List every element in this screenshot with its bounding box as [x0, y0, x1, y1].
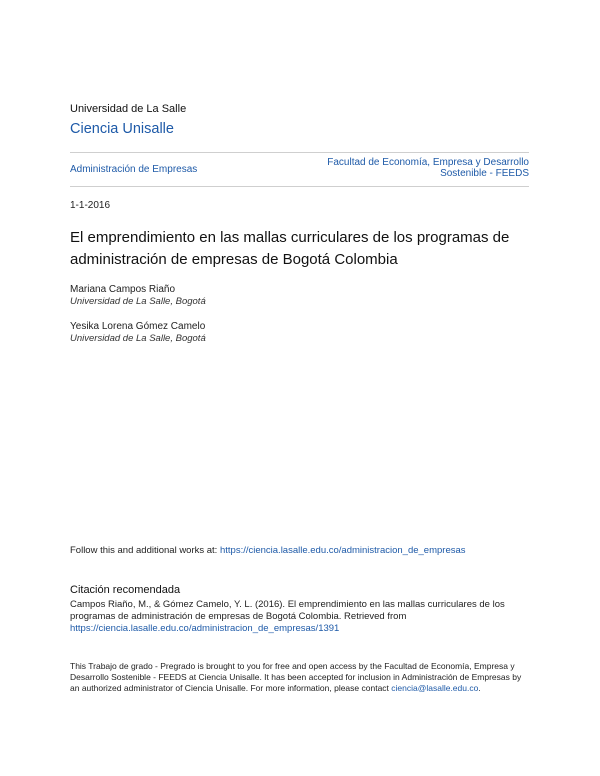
license-notice [70, 661, 532, 694]
divider-top [70, 152, 529, 153]
institution-name: Universidad de La Salle [70, 103, 187, 115]
publication-date: 1-1-2016 [70, 200, 111, 211]
citation-link[interactable]: https://ciencia.lasalle.edu.co/administracion_de_empresas/1391 [70, 623, 340, 634]
faculty-link[interactable] [289, 157, 529, 179]
document-title: El emprendimiento en las mallas curriculares de los programas de administración de empresas de Bogotá Colombia [70, 229, 510, 268]
faculty-link-line1: Facultad de Economía, Empresa y Desarrollo [327, 157, 529, 168]
follow-text: Follow this and additional works at: [70, 545, 220, 556]
follow-line [70, 545, 466, 556]
contact-email-link[interactable]: ciencia@lasalle.edu.co [391, 683, 479, 693]
citation-block [70, 599, 532, 635]
follow-link[interactable]: https://ciencia.lasalle.edu.co/administracion_de_empresas [219, 545, 466, 556]
license-text: This Trabajo de grado - Pregrado is brought to you for free and open access by the Facultad de Economía, Empresa y Desarrollo Sostenible - FEEDS at Ciencia Unisalle. It has been accepted for inclusion in Administración de Empresas by an authorized administrator of Ciencia Unisalle. For more information, please contact [70, 661, 522, 693]
author-affiliation: Universidad de La Salle, Bogotá [70, 333, 206, 344]
citation-text: Campos Riaño, M., & Gómez Camelo, Y. L. (2016). El emprendimiento en las mallas curriculares de los programas de administración de empresas de Bogotá Colombia. Retrieved from [70, 599, 505, 622]
citation-heading: Citación recomendada [70, 584, 181, 596]
author-name: Yesika Lorena Gómez Camelo [70, 321, 206, 332]
author-affiliation: Universidad de La Salle, Bogotá [70, 296, 206, 307]
license-end: . [478, 683, 481, 693]
faculty-link-line2: Sostenible - FEEDS [440, 168, 529, 179]
author-name: Mariana Campos Riaño [70, 284, 176, 295]
collection-link[interactable]: Administración de Empresas [70, 164, 198, 175]
author-entry [70, 284, 206, 308]
author-entry [70, 321, 206, 345]
divider-bottom [70, 186, 529, 187]
repository-link[interactable]: Ciencia Unisalle [70, 121, 174, 137]
